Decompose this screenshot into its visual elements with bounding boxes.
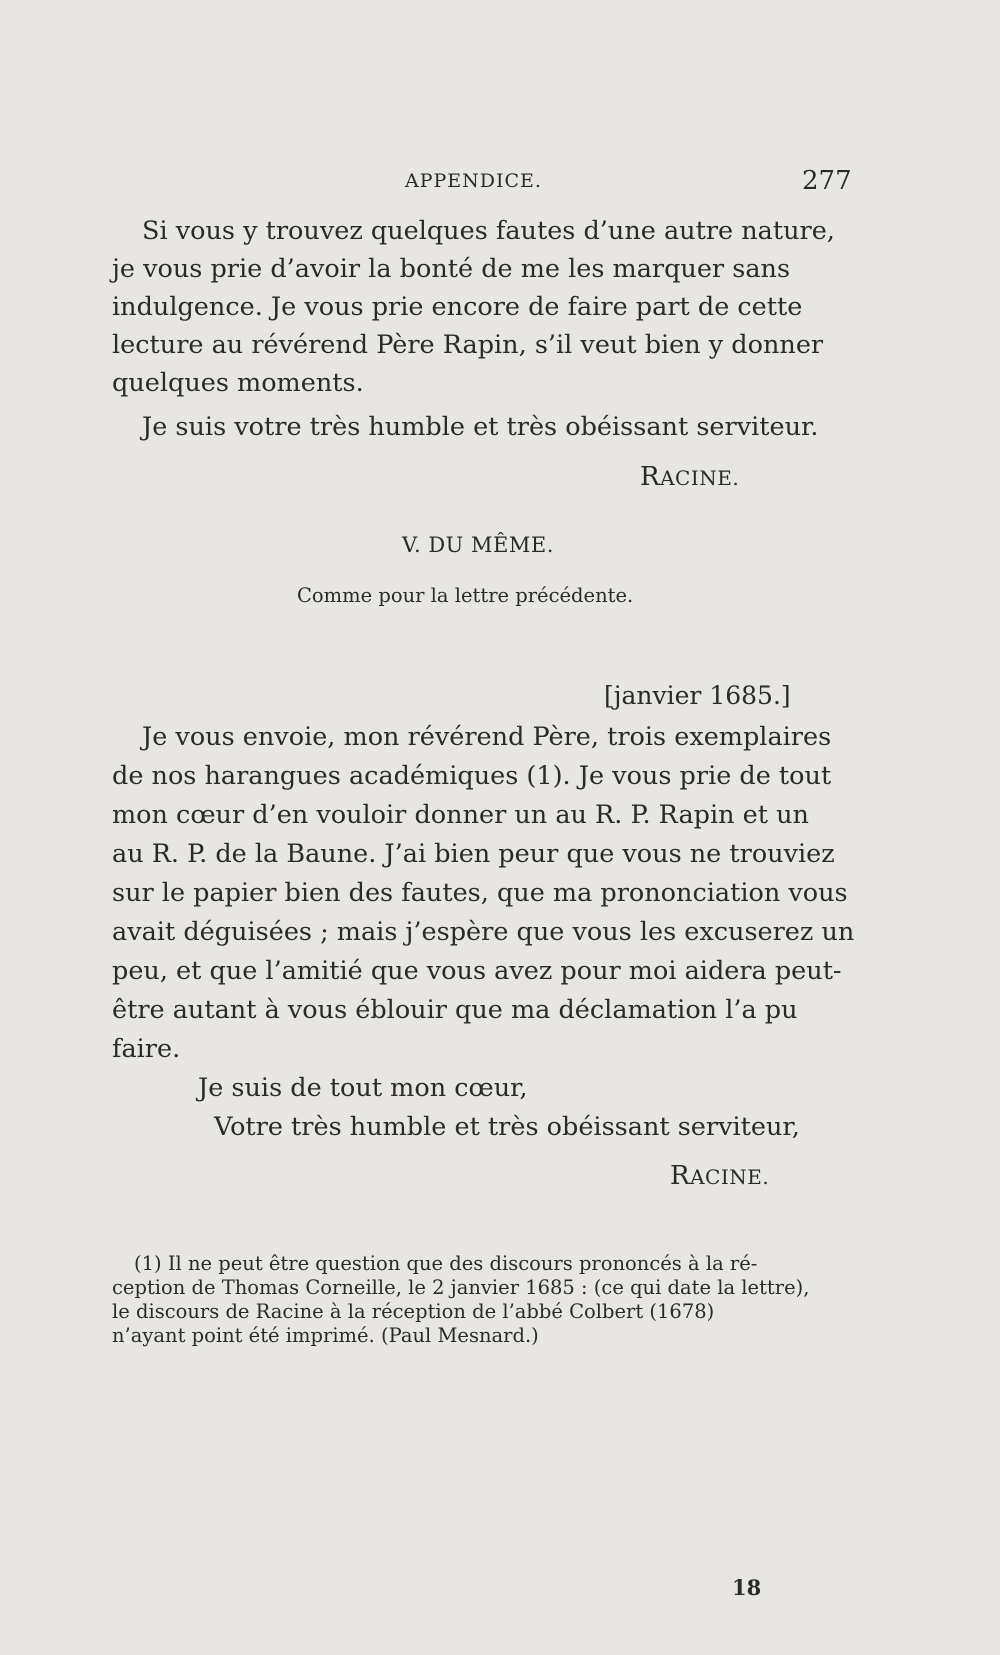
text-line: peu, et que l’amitié que vous avez pour moi aidera peut- [112,956,842,986]
text-line: Si vous y trouvez quelques fautes d’une autre nature, [142,216,835,246]
signature: RACINE. [640,462,740,492]
section-title: V. DU MÊME. [402,533,554,557]
signature: RACINE. [670,1161,770,1191]
page-number: 277 [802,166,852,196]
text-line: lecture au révérend Père Rapin, s’il veut bien y donner [112,330,824,360]
footnote-line: (1) Il ne peut être question que des discours prononcés à la ré- [134,1252,758,1275]
footnote-line: ception de Thomas Corneille, le 2 janvier 1685 : (ce qui date la lettre), [112,1276,810,1299]
text-line: je vous prie d’avoir la bonté de me les marquer sans [112,254,791,284]
text-line: Votre très humble et très obéissant serviteur, [214,1112,800,1142]
letter-date: [janvier 1685.] [604,681,791,710]
footnote-line: n’ayant point été imprimé. (Paul Mesnard.) [112,1324,539,1347]
text-line: Je suis votre très humble et très obéissant serviteur. [142,412,819,442]
text-line: Je vous envoie, mon révérend Père, trois exemplaires [142,722,832,752]
text-line: indulgence. Je vous prie encore de faire part de cette [112,292,803,322]
text-line: de nos harangues académiques (1). Je vous prie de tout [112,761,832,791]
text-line: mon cœur d’en vouloir donner un au R. P. Rapin et un [112,800,809,830]
signature-mark: 18 [732,1575,762,1600]
text-line: sur le papier bien des fautes, que ma prononciation vous [112,878,848,908]
text-line: au R. P. de la Baune. J’ai bien peur que vous ne trouviez [112,839,835,869]
footnote-line: le discours de Racine à la réception de l’abbé Colbert (1678) [112,1300,715,1323]
text-line: avait déguisées ; mais j’espère que vous les excuserez un [112,917,855,947]
text-line: faire. [112,1034,181,1064]
text-line: Je suis de tout mon cœur, [198,1073,528,1103]
text-line: quelques moments. [112,368,364,398]
text-line: être autant à vous éblouir que ma déclamation l’a pu [112,995,798,1025]
section-subtitle: Comme pour la lettre précédente. [297,584,634,607]
running-header: APPENDICE. [405,170,542,192]
